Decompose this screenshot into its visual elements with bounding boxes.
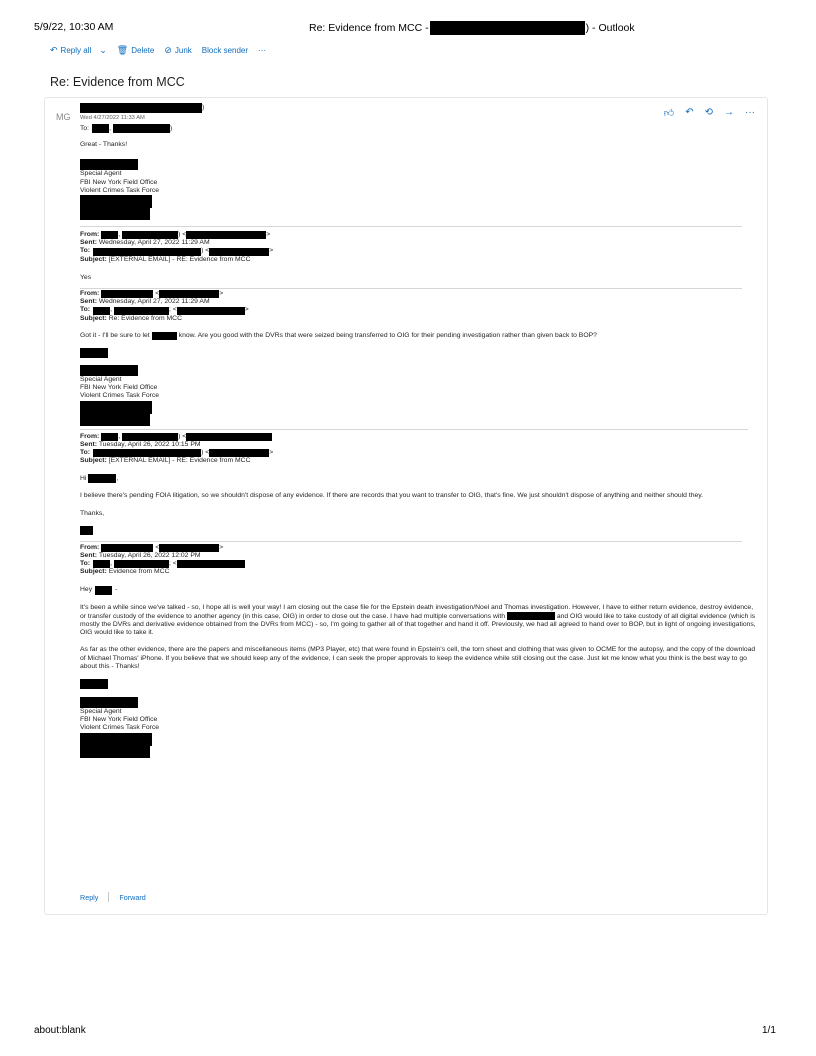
redaction	[209, 248, 269, 256]
redaction	[122, 433, 178, 441]
sent-line	[80, 441, 756, 449]
comma: ,	[118, 432, 121, 440]
greeting-word: Hi	[80, 474, 87, 482]
message-content	[80, 102, 756, 758]
block-sender-button[interactable]	[202, 46, 248, 55]
redaction	[80, 414, 150, 426]
signature	[80, 159, 756, 220]
trash-icon: 🗑	[116, 45, 129, 55]
redaction	[88, 474, 119, 483]
comma: ,	[118, 231, 121, 239]
quoted-header-4	[80, 544, 756, 577]
paren-lt: ) <	[201, 247, 210, 255]
paren-lt: ) <	[201, 449, 210, 457]
message-subject: Re: Evidence from MCC	[50, 75, 185, 89]
from-line	[80, 433, 756, 441]
redaction	[114, 560, 169, 568]
closing: Thanks,	[80, 509, 105, 517]
to-line	[80, 449, 756, 457]
lt: <	[155, 290, 160, 298]
signature-unit: Violent Crimes Task Force	[80, 186, 160, 194]
to-line	[80, 306, 756, 314]
paren-lt: ) <	[178, 231, 187, 239]
signature-unit: Violent Crimes Task Force	[80, 392, 160, 400]
redaction	[507, 612, 555, 620]
redaction	[177, 560, 245, 568]
message-date: Wed 4/27/2022 11:33 AM	[80, 115, 145, 121]
more-icon: ···	[258, 46, 267, 55]
to-label: To:	[80, 449, 91, 457]
redaction	[93, 560, 110, 568]
quoted-body-3: I believe there's pending FOIA litigation, so we shouldn't dispose of any evidence. If there are records that you want to transfer to OIG, that's fine. We just shouldn't dispose of anything and neither should they.	[80, 492, 704, 500]
block-sender-label: Block sender	[201, 46, 249, 55]
print-title-prefix: Re: Evidence from MCC -	[309, 22, 429, 34]
greeting-word: Hey	[80, 586, 93, 594]
signature-office: FBI New York Field Office	[80, 178, 158, 186]
from-line	[80, 290, 756, 298]
subject-line	[80, 256, 756, 264]
sent-label: Sent:	[80, 298, 97, 306]
redaction	[92, 124, 109, 133]
redaction	[80, 733, 152, 746]
subject-label: Subject:	[80, 457, 107, 465]
from-label: From:	[80, 231, 100, 239]
gt: >	[269, 247, 274, 255]
redaction	[80, 103, 205, 113]
subject-label: Subject:	[80, 255, 107, 263]
to-line	[80, 560, 756, 568]
redaction	[80, 401, 152, 414]
paren-lt: ) <	[178, 432, 187, 440]
separator	[108, 892, 109, 902]
reply-all-label: Reply all	[60, 46, 92, 55]
p1-part-a: It's been a while since we've talked - so, I hope all is well your way! I am closing out the case file for the Epstein death investigation/Noel and Thomas investigation. However, I have to either return evidence, destroy evidence, or transfer custody of the evidence to another agency (in this case, OIG) in order to close out the case. I have had multiple conversations with	[80, 603, 754, 620]
gt: >	[219, 290, 224, 298]
from-line	[80, 544, 756, 552]
to-label: To:	[80, 306, 91, 314]
junk-button[interactable]	[164, 45, 191, 56]
subject-value: [EXTERNAL EMAIL] - RE: Evidence from MCC	[108, 255, 251, 263]
junk-label: Junk	[174, 46, 192, 55]
signature-title: Special Agent	[80, 170, 122, 178]
redaction	[93, 449, 201, 457]
quoted-body-4-p1	[80, 604, 756, 638]
sent-value: Wednesday, April 27, 2022 11:29 AM	[98, 298, 210, 306]
redaction	[186, 433, 272, 441]
reply-button[interactable]: Reply	[80, 892, 99, 902]
subject-line	[80, 457, 756, 465]
redaction	[152, 332, 177, 340]
redaction	[177, 307, 245, 315]
delete-label: Delete	[131, 46, 155, 55]
to-suffix: )	[169, 124, 173, 132]
redaction	[80, 159, 138, 170]
comma-lt: ; <	[168, 306, 177, 314]
sent-line	[80, 298, 756, 306]
greeting-end: -	[115, 586, 118, 594]
quoted-header-1	[80, 231, 756, 264]
redaction	[80, 365, 138, 376]
redaction	[80, 208, 150, 220]
chevron-down-icon[interactable]: ⌄	[99, 45, 107, 55]
reply-bar	[80, 892, 146, 902]
redaction	[93, 248, 201, 256]
print-footer-url: about:blank	[34, 1025, 86, 1036]
comma: ,	[110, 306, 112, 314]
message-toolbar	[50, 45, 266, 56]
subject-label: Subject:	[80, 568, 107, 576]
to-line	[80, 124, 756, 133]
subject-line	[80, 315, 756, 323]
redaction	[159, 290, 219, 298]
p1-part-b: and OIG would like to take custody of all digital evidence (which is mostly the DVRs and derivative evidence obtained from the DVRs from MCC) - so, I'm going to gather all of that together and hand it off. Previously, we had all agreed to hand over to BOP, but in light of ongoing investigations, OIG would like to take it.	[80, 612, 756, 637]
signature-title: Special Agent	[80, 376, 122, 384]
sent-line	[80, 239, 756, 247]
lt: <	[155, 543, 160, 551]
reply-all-icon[interactable]: ⟲	[704, 107, 713, 118]
like-icon[interactable]: 👍︎	[663, 108, 675, 119]
to-comma: ,	[109, 124, 111, 132]
to-label: To:	[80, 124, 90, 132]
message-body: Great - Thanks!	[80, 141, 128, 149]
redaction	[80, 697, 138, 708]
divider	[80, 429, 748, 430]
gt: >	[219, 543, 224, 551]
redaction	[101, 432, 121, 441]
sent-value: Wednesday, April 27, 2022 11:29 AM	[98, 239, 210, 247]
redaction	[80, 348, 108, 358]
from-line	[80, 231, 756, 239]
message-card	[44, 97, 768, 915]
subject-label: Subject:	[80, 314, 107, 322]
redaction	[80, 526, 93, 535]
sent-label: Sent:	[80, 440, 97, 448]
signature	[80, 365, 756, 426]
print-title-suffix: ) - Outlook	[585, 22, 635, 34]
redaction	[122, 231, 178, 239]
subject-value: Evidence from MCC	[108, 568, 170, 576]
redaction	[430, 21, 585, 35]
from-label: From:	[80, 290, 100, 298]
redaction	[159, 544, 219, 552]
quoted-body-2	[80, 332, 756, 340]
more-icon[interactable]: ···	[745, 107, 755, 118]
sent-line	[80, 552, 756, 560]
quoted-body-1: Yes	[80, 273, 92, 281]
gt: >	[269, 449, 274, 457]
quoted-header-3	[80, 433, 756, 466]
signature-office: FBI New York Field Office	[80, 716, 158, 724]
divider	[80, 288, 742, 289]
redaction	[209, 449, 269, 457]
quoted-body-4-p2: As far as the other evidence, there are the papers and miscellaneous items (MP3 Player, etc) that were found in Epstein's cell, the torn sheet and clothing that was given to OCME for the autopsy, and the copy of the download of Michael Thomas' iPhone. If you believe that we should keep any of the evidence, I can seek the proper approvals to keep the evidence while still closing out the case. Just let me know what you think is the best way to go about this - Thanks!	[80, 646, 756, 670]
gt: >	[244, 306, 249, 314]
to-line	[80, 247, 756, 255]
redaction	[101, 231, 121, 239]
signature-office: FBI New York Field Office	[80, 384, 158, 392]
redaction	[93, 307, 110, 315]
print-datetime: 5/9/22, 10:30 AM	[34, 21, 114, 33]
subject-value: [EXTERNAL EMAIL] - RE: Evidence from MCC	[108, 457, 251, 465]
comma: ,	[110, 560, 112, 568]
avatar: MG	[56, 112, 71, 122]
to-label: To:	[80, 247, 91, 255]
reply-all-button[interactable]	[50, 45, 107, 56]
signature-title: Special Agent	[80, 707, 122, 715]
from-label: From:	[80, 543, 100, 551]
greeting	[80, 586, 756, 595]
redaction	[114, 307, 169, 315]
reply-icon[interactable]: ↶	[685, 107, 694, 118]
redaction	[80, 746, 150, 758]
redaction	[101, 544, 153, 552]
redaction	[186, 231, 266, 239]
delete-button[interactable]	[117, 45, 155, 56]
quoted-header-2	[80, 290, 756, 323]
more-actions-button[interactable]	[258, 46, 266, 55]
reply-all-icon: ↶	[50, 45, 58, 55]
redaction	[95, 586, 112, 595]
subject-value: Re: Evidence from MCC	[108, 314, 182, 322]
divider	[80, 541, 742, 542]
comma-lt: ; <	[168, 560, 177, 568]
greeting-end: ,	[116, 474, 119, 482]
gt: >	[266, 231, 271, 239]
signature	[80, 697, 756, 758]
sent-value: Tuesday, April 26, 2022 10:15 PM	[98, 440, 201, 448]
greeting	[80, 474, 756, 483]
sent-label: Sent:	[80, 239, 97, 247]
signature-unit: Violent Crimes Task Force	[80, 724, 160, 732]
divider	[80, 226, 742, 227]
print-title	[309, 21, 635, 35]
redaction	[80, 195, 152, 208]
sender-line	[80, 102, 756, 114]
redaction	[113, 124, 173, 133]
forward-button[interactable]: Forward	[119, 892, 146, 902]
sender-suffix: )	[202, 103, 205, 111]
sent-label: Sent:	[80, 552, 97, 560]
sent-value: Tuesday, April 26, 2022 12:02 PM	[98, 552, 201, 560]
block-circle-icon: ⊘	[164, 45, 172, 55]
print-footer-page: 1/1	[762, 1025, 776, 1036]
body-before: Got it - I'll be sure to let	[80, 331, 150, 339]
to-label: To:	[80, 560, 91, 568]
from-label: From:	[80, 432, 100, 440]
redaction	[101, 290, 153, 298]
forward-icon[interactable]: →	[724, 107, 734, 118]
redaction	[80, 679, 108, 689]
body-after: know. Are you good with the DVRs that were seized being transferred to OIG for their pending investigation rather than given back to BOP?	[178, 331, 597, 339]
subject-line	[80, 568, 756, 576]
